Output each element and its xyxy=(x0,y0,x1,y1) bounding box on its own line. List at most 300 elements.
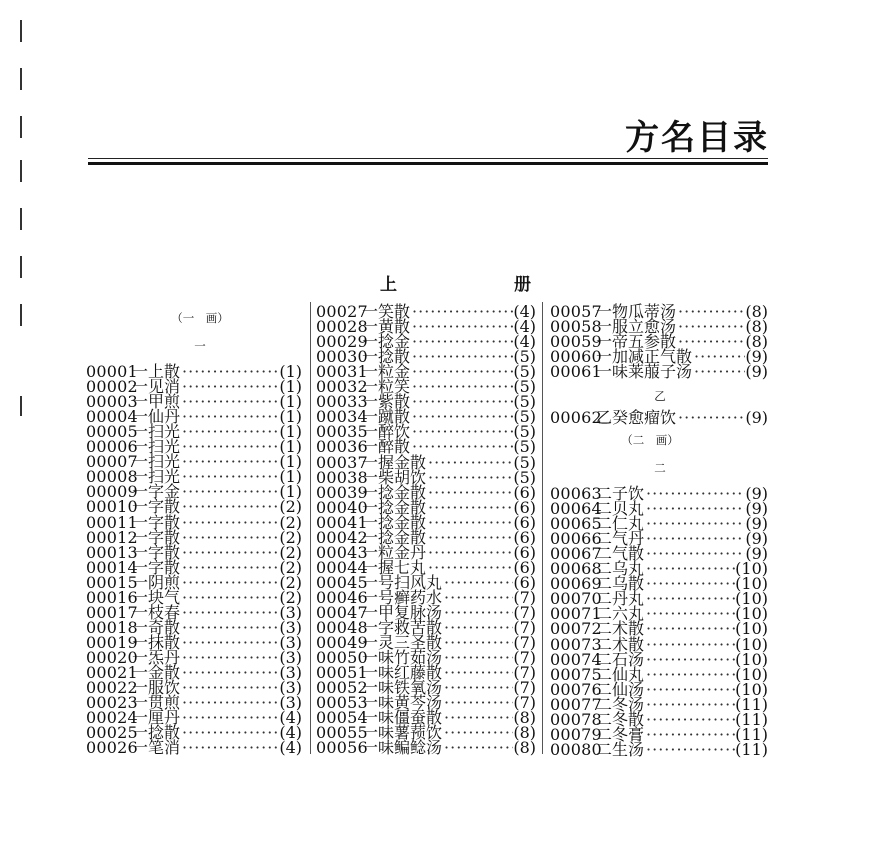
entry-number: 00011 xyxy=(86,512,138,532)
entry-name: 一味鳊鲶汤 xyxy=(362,738,443,758)
leader-dots xyxy=(180,530,279,545)
entry-number: 00002 xyxy=(86,377,138,397)
entry-name: 一块气 xyxy=(132,587,181,607)
leader-dots xyxy=(180,590,279,605)
entry-number: 00034 xyxy=(316,407,368,427)
entry-name: 一扫光 xyxy=(132,437,181,457)
section-char-yi: 一 xyxy=(194,339,206,353)
leader-dots xyxy=(180,364,279,379)
leader-dots xyxy=(180,499,279,514)
entry-number: 00057 xyxy=(550,302,602,321)
entry-number: 00021 xyxy=(86,663,138,682)
entry-number: 00074 xyxy=(550,649,602,669)
column-divider xyxy=(542,302,543,754)
leader-dots xyxy=(442,635,513,650)
leader-dots xyxy=(180,439,279,454)
leader-dots xyxy=(426,545,513,560)
leader-dots xyxy=(644,561,735,576)
entry-number: 00003 xyxy=(86,392,138,412)
entry-name: 一扫光 xyxy=(132,452,181,472)
entry-number: 00075 xyxy=(550,664,602,684)
scan-mark xyxy=(20,304,22,326)
entry-number: 00080 xyxy=(550,739,602,759)
entry-name: 一字金 xyxy=(132,482,181,502)
entry-page: (3) xyxy=(279,647,302,667)
entry-number: 00031 xyxy=(316,362,368,382)
leader-dots xyxy=(692,364,745,379)
entry-name: 一味僵蚕散 xyxy=(362,708,443,728)
entry-number: 00043 xyxy=(316,542,368,562)
leader-dots xyxy=(644,516,745,531)
entry-name: 二生汤 xyxy=(596,739,645,759)
entry-name: 一号扫风丸 xyxy=(362,572,443,592)
entry-page: (7) xyxy=(513,648,536,668)
leader-dots xyxy=(180,409,279,424)
entry-number: 00076 xyxy=(550,679,602,699)
entry-page: (6) xyxy=(513,527,536,547)
leader-dots xyxy=(180,665,279,680)
entry-name: 一上散 xyxy=(132,362,181,381)
leader-dots xyxy=(410,409,513,424)
leader-dots xyxy=(676,304,745,319)
entry-number: 00052 xyxy=(316,678,368,698)
entry-page: (6) xyxy=(513,482,536,502)
entry-number: 00079 xyxy=(550,724,602,744)
entry-page: (3) xyxy=(279,632,302,652)
entry-number: 00026 xyxy=(86,738,138,758)
entry-page: (1) xyxy=(279,407,302,427)
leader-dots xyxy=(180,620,279,635)
entry-page: (8) xyxy=(745,332,768,352)
entry-name: 二术散 xyxy=(596,634,645,654)
leader-dots xyxy=(644,531,745,546)
entry-name: 二仙丸 xyxy=(596,664,645,684)
entry-page: (4) xyxy=(513,332,536,352)
entry-page: (5) xyxy=(513,437,536,457)
leader-dots xyxy=(442,605,513,620)
entry-page: (1) xyxy=(279,437,302,457)
entry-page: (10) xyxy=(735,619,768,639)
entry-name: 一捻金散 xyxy=(362,497,427,517)
entry-number: 00032 xyxy=(316,377,368,397)
entry-name: 二仁丸 xyxy=(596,514,645,534)
leader-dots xyxy=(442,710,513,725)
section-stroke-2: （二 画） xyxy=(621,433,679,447)
entry-name: 一服立愈汤 xyxy=(596,317,677,337)
entry-name: 一字散 xyxy=(132,512,181,532)
entry-name: 一甲复脉汤 xyxy=(362,603,443,622)
leader-dots xyxy=(644,742,735,757)
entry-number: 00063 xyxy=(550,484,602,503)
entry-number: 00044 xyxy=(316,557,368,577)
entry-number: 00033 xyxy=(316,392,368,412)
entry-number: 00060 xyxy=(550,347,602,367)
entry-number: 00039 xyxy=(316,482,368,502)
entry-number: 00018 xyxy=(86,617,138,637)
entry-name: 一捻金散 xyxy=(362,512,427,532)
entry-page: (1) xyxy=(279,467,302,487)
entry-number: 00023 xyxy=(86,693,138,713)
entry-page: (2) xyxy=(279,557,302,577)
entry-page: (8) xyxy=(745,317,768,337)
leader-dots xyxy=(644,667,735,682)
entry-name: 一粒笑 xyxy=(362,377,411,397)
entry-page: (4) xyxy=(513,302,536,321)
leader-dots xyxy=(426,455,513,470)
leader-dots xyxy=(180,484,279,499)
leader-dots xyxy=(180,650,279,665)
entry-page: (5) xyxy=(513,467,536,487)
entry-name: 一字散 xyxy=(132,542,181,562)
entry-page: (7) xyxy=(513,618,536,638)
entry-number: 00013 xyxy=(86,542,138,562)
entry-name: 二术散 xyxy=(596,619,645,639)
entry-number: 00019 xyxy=(86,632,138,652)
entry-number: 00065 xyxy=(550,514,602,534)
entry-number: 00070 xyxy=(550,589,602,609)
entry-page: (2) xyxy=(279,572,302,592)
entry-name: 一阴煎 xyxy=(132,572,181,592)
entry-page: (6) xyxy=(513,542,536,562)
toc-entry xyxy=(316,738,536,758)
entry-page: (6) xyxy=(513,572,536,592)
column-divider xyxy=(310,302,311,754)
entry-number: 00073 xyxy=(550,634,602,654)
entry-name: 二贝丸 xyxy=(596,499,645,519)
entry-number: 00053 xyxy=(316,693,368,713)
leader-dots xyxy=(410,304,513,319)
entry-page: (3) xyxy=(279,663,302,682)
entry-name: 一贯煎 xyxy=(132,693,181,713)
entry-page: (11) xyxy=(735,724,768,744)
entry-page: (1) xyxy=(279,362,302,381)
volume-title: 上 册 xyxy=(380,275,581,295)
toc-entry xyxy=(86,738,302,758)
leader-dots xyxy=(426,530,513,545)
toc-entry xyxy=(550,410,768,425)
entry-page: (8) xyxy=(513,708,536,728)
leader-dots xyxy=(426,515,513,530)
entry-name: 一字救苦散 xyxy=(362,618,443,638)
leader-dots xyxy=(180,725,279,740)
leader-dots xyxy=(644,697,735,712)
entry-name: 一仙丹 xyxy=(132,407,181,427)
entry-number: 00077 xyxy=(550,694,602,714)
entry-page: (9) xyxy=(745,529,768,549)
leader-dots xyxy=(426,470,513,485)
entry-name: 一甲煎 xyxy=(132,392,181,412)
entry-number: 00036 xyxy=(316,437,368,457)
section-stroke-1: （一 画） xyxy=(171,311,229,325)
entry-name: 一扫光 xyxy=(132,467,181,487)
leader-dots xyxy=(676,410,745,425)
entry-number: 00058 xyxy=(550,317,602,337)
scan-mark xyxy=(20,68,22,90)
entry-number: 00028 xyxy=(316,317,368,337)
entry-number: 00064 xyxy=(550,499,602,519)
entry-number: 00045 xyxy=(316,572,368,592)
entry-number: 00049 xyxy=(316,633,368,653)
entry-name: 一字散 xyxy=(132,557,181,577)
entry-name: 一紫散 xyxy=(362,392,411,412)
entry-number: 00054 xyxy=(316,708,368,728)
leader-dots xyxy=(692,349,745,364)
entry-name: 一握七丸 xyxy=(362,557,427,577)
entry-name: 一味薯蓣饮 xyxy=(362,723,443,743)
entry-name: 一味黄芩汤 xyxy=(362,693,443,713)
entry-page: (8) xyxy=(513,723,536,743)
entry-number: 00012 xyxy=(86,527,138,547)
leader-dots xyxy=(180,394,279,409)
entry-page: (1) xyxy=(279,422,302,442)
entry-name: 一奇散 xyxy=(132,617,181,637)
entry-page: (2) xyxy=(279,497,302,517)
entry-page: (1) xyxy=(279,482,302,502)
entry-page: (4) xyxy=(279,708,302,728)
entry-number: 00038 xyxy=(316,467,368,487)
entry-name: 一粒金丹 xyxy=(362,542,427,562)
leader-dots xyxy=(644,606,735,621)
entry-number: 00020 xyxy=(86,647,138,667)
entry-number: 00008 xyxy=(86,467,138,487)
leader-dots xyxy=(442,665,513,680)
entry-page: (10) xyxy=(735,574,768,594)
entry-name: 二仙汤 xyxy=(596,679,645,699)
entry-name: 一抹散 xyxy=(132,632,181,652)
entry-page: (10) xyxy=(735,679,768,699)
entry-page: (5) xyxy=(513,422,536,442)
entry-page: (2) xyxy=(279,542,302,562)
entry-name: 二六丸 xyxy=(596,604,645,624)
leader-dots xyxy=(180,560,279,575)
leader-dots xyxy=(410,319,513,334)
scan-mark xyxy=(20,20,22,42)
entry-name: 一扫光 xyxy=(132,422,181,442)
entry-page: (9) xyxy=(745,499,768,519)
leader-dots xyxy=(644,486,745,501)
leader-dots xyxy=(410,379,513,394)
leader-dots xyxy=(180,469,279,484)
entry-page: (11) xyxy=(735,739,768,759)
entry-name: 一味红藤散 xyxy=(362,663,443,683)
entry-number: 00010 xyxy=(86,497,138,517)
entry-name: 一加减正气散 xyxy=(596,347,693,367)
entry-name: 乙癸愈瘤饮 xyxy=(596,408,677,427)
entry-page: (7) xyxy=(513,633,536,653)
entry-page: (5) xyxy=(513,347,536,367)
entry-name: 一捻金散 xyxy=(362,482,427,502)
entry-number: 00005 xyxy=(86,422,138,442)
section-char-er: 二 xyxy=(654,461,666,475)
leader-dots xyxy=(410,349,513,364)
entry-number: 00059 xyxy=(550,332,602,352)
entry-page: (1) xyxy=(279,392,302,412)
entry-number: 00025 xyxy=(86,723,138,743)
entry-name: 一捻散 xyxy=(362,347,411,367)
entry-number: 00004 xyxy=(86,407,138,427)
leader-dots xyxy=(410,424,513,439)
entry-name: 一号癣药水 xyxy=(362,587,443,607)
entry-page: (3) xyxy=(279,693,302,713)
header-rule-thin xyxy=(88,158,768,159)
scan-mark xyxy=(20,160,22,182)
entry-name: 一笔消 xyxy=(132,738,181,758)
leader-dots xyxy=(644,712,735,727)
leader-dots xyxy=(180,424,279,439)
entry-page: (10) xyxy=(735,604,768,624)
leader-dots xyxy=(676,319,745,334)
entry-page: (10) xyxy=(735,634,768,654)
entry-name: 一醉散 xyxy=(362,437,411,457)
leader-dots xyxy=(442,725,513,740)
entry-page: (4) xyxy=(279,723,302,743)
leader-dots xyxy=(442,575,513,590)
entry-name: 一味铁氧汤 xyxy=(362,678,443,698)
scan-mark xyxy=(20,116,22,138)
leader-dots xyxy=(180,710,279,725)
entry-name: 一炁丹 xyxy=(132,647,181,667)
entry-page: (6) xyxy=(513,512,536,532)
entry-name: 一蹴散 xyxy=(362,407,411,427)
leader-dots xyxy=(426,485,513,500)
section-char-yi-alt: 乙 xyxy=(654,389,666,403)
entry-number: 00047 xyxy=(316,603,368,622)
entry-page: (10) xyxy=(735,589,768,609)
entry-page: (8) xyxy=(513,738,536,758)
entry-page: (9) xyxy=(745,514,768,534)
leader-dots xyxy=(442,695,513,710)
entry-number: 00068 xyxy=(550,559,602,579)
entry-number: 00072 xyxy=(550,619,602,639)
leader-dots xyxy=(180,605,279,620)
entry-name: 一字散 xyxy=(132,497,181,517)
entry-number: 00022 xyxy=(86,678,138,698)
entry-number: 00067 xyxy=(550,544,602,564)
entry-name: 一帝五参散 xyxy=(596,332,677,352)
entry-number: 00024 xyxy=(86,708,138,728)
entry-number: 00009 xyxy=(86,482,138,502)
leader-dots xyxy=(644,621,735,636)
entry-number: 00035 xyxy=(316,422,368,442)
entry-name: 二子饮 xyxy=(596,484,645,503)
entry-page: (9) xyxy=(745,484,768,503)
leader-dots xyxy=(180,695,279,710)
entry-page: (9) xyxy=(745,362,768,382)
entry-name: 一笑散 xyxy=(362,302,411,321)
entry-name: 二冬汤 xyxy=(596,694,645,714)
entry-name: 二丹丸 xyxy=(596,589,645,609)
entry-name: 一黄散 xyxy=(362,317,411,337)
entry-name: 二气散 xyxy=(596,544,645,564)
leader-dots xyxy=(442,650,513,665)
entry-number: 00029 xyxy=(316,332,368,352)
entry-name: 一灵三圣散 xyxy=(362,633,443,653)
entry-page: (7) xyxy=(513,603,536,622)
entry-name: 一枝春 xyxy=(132,602,181,622)
entry-page: (5) xyxy=(513,407,536,427)
leader-dots xyxy=(644,546,745,561)
entry-number: 00027 xyxy=(316,302,368,321)
entry-number: 00006 xyxy=(86,437,138,457)
entry-number: 00069 xyxy=(550,574,602,594)
entry-name: 一金散 xyxy=(132,663,181,682)
scan-mark xyxy=(20,256,22,278)
leader-dots xyxy=(180,515,279,530)
entry-name: 一捻金 xyxy=(362,332,411,352)
entry-name: 一字散 xyxy=(132,527,181,547)
leader-dots xyxy=(442,740,513,755)
entry-page: (11) xyxy=(735,709,768,729)
leader-dots xyxy=(644,501,745,516)
entry-number: 00050 xyxy=(316,648,368,668)
leader-dots xyxy=(410,334,513,349)
leader-dots xyxy=(644,637,735,652)
entry-number: 00071 xyxy=(550,604,602,624)
leader-dots xyxy=(180,680,279,695)
entry-number: 00046 xyxy=(316,587,368,607)
leader-dots xyxy=(442,590,513,605)
entry-number: 00051 xyxy=(316,663,368,683)
entry-page: (10) xyxy=(735,649,768,669)
scan-mark xyxy=(20,396,22,416)
entry-number: 00007 xyxy=(86,452,138,472)
entry-page: (7) xyxy=(513,678,536,698)
entry-page: (3) xyxy=(279,678,302,698)
page-title: 方名目录 xyxy=(625,118,769,158)
leader-dots xyxy=(442,620,513,635)
leader-dots xyxy=(180,575,279,590)
leader-dots xyxy=(410,394,513,409)
entry-name: 一醉饮 xyxy=(362,422,411,442)
leader-dots xyxy=(644,727,735,742)
entry-number: 00041 xyxy=(316,512,368,532)
entry-number: 00037 xyxy=(316,452,368,472)
entry-number: 00048 xyxy=(316,618,368,638)
entry-number: 00001 xyxy=(86,362,138,381)
entry-name: 一握金散 xyxy=(362,452,427,472)
toc-entry xyxy=(550,739,768,759)
entry-name: 一捻金散 xyxy=(362,527,427,547)
entry-number: 00078 xyxy=(550,709,602,729)
entry-number: 00066 xyxy=(550,529,602,549)
entry-page: (11) xyxy=(735,694,768,714)
entry-name: 二冬散 xyxy=(596,709,645,729)
entry-number: 00061 xyxy=(550,362,602,382)
entry-page: (3) xyxy=(279,602,302,622)
leader-dots xyxy=(442,680,513,695)
entry-name: 二乌散 xyxy=(596,574,645,594)
entry-page: (7) xyxy=(513,587,536,607)
entry-page: (1) xyxy=(279,452,302,472)
entry-page: (6) xyxy=(513,497,536,517)
entry-number: 00042 xyxy=(316,527,368,547)
entry-number: 00056 xyxy=(316,738,368,758)
entry-name: 一粒金 xyxy=(362,362,411,382)
entry-page: (10) xyxy=(735,559,768,579)
entry-page: (5) xyxy=(513,362,536,382)
leader-dots xyxy=(180,454,279,469)
entry-number: 00014 xyxy=(86,557,138,577)
entry-name: 一捻散 xyxy=(132,723,181,743)
entry-page: (9) xyxy=(745,347,768,367)
entry-number: 00017 xyxy=(86,602,138,622)
entry-name: 一味莱菔子汤 xyxy=(596,362,693,382)
entry-number: 00055 xyxy=(316,723,368,743)
leader-dots xyxy=(410,364,513,379)
entry-name: 一厘丹 xyxy=(132,708,181,728)
toc-entry xyxy=(550,362,768,382)
entry-number: 00062 xyxy=(550,408,602,427)
